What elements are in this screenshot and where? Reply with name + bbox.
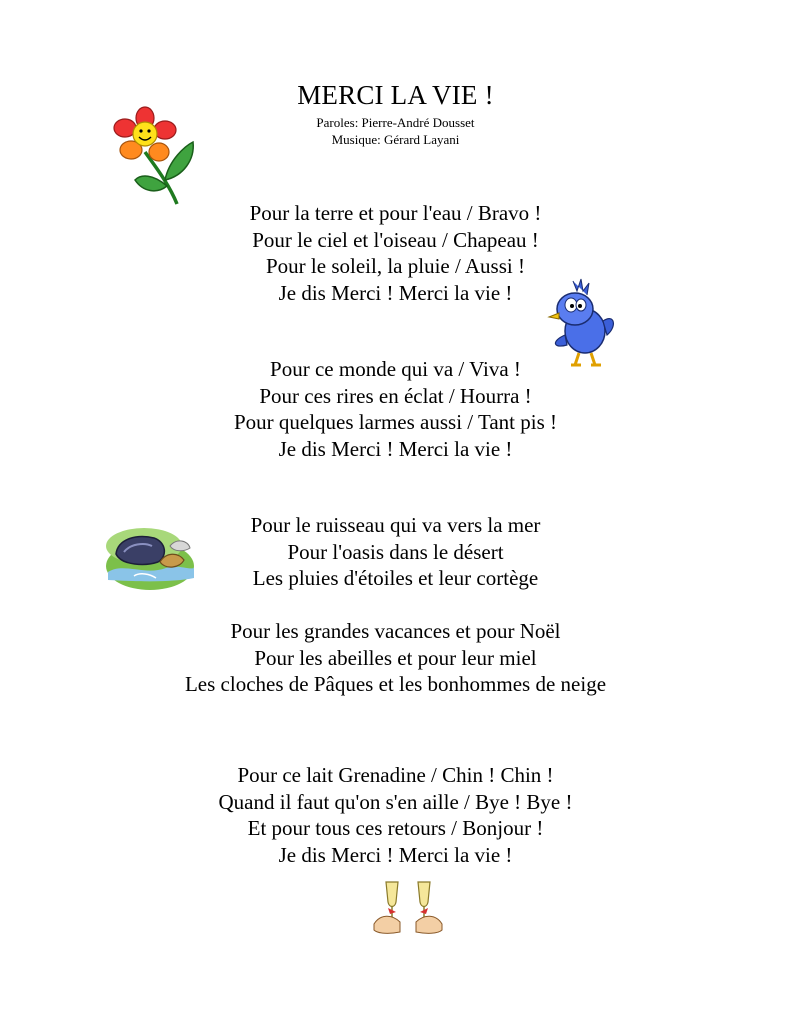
lyric-line: Et pour tous ces retours / Bonjour ! (247, 816, 544, 840)
lyrics-credit: Paroles: Pierre-André Dousset (316, 115, 475, 130)
music-credit: Musique: Gérard Layani (331, 132, 460, 147)
lyric-line: Quand il faut qu'on s'en aille / Bye ! Bye ! (218, 789, 573, 814)
lyric-line: Pour quelques larmes aussi / Tant pis ! (233, 410, 558, 434)
lyric-line: Je dis Merci ! Merci la vie ! (278, 436, 513, 461)
stanza-2 (0, 356, 791, 462)
lyric-line: Pour ce monde qui va / Viva ! (270, 357, 521, 381)
lyric-line: Pour l'oasis dans le désert (287, 539, 504, 564)
lyric-line: Je dis Merci ! Merci la vie ! (278, 280, 513, 305)
stanza-1 (0, 200, 791, 306)
stream-rocks-icon (104, 516, 194, 592)
lyric-line: Les cloches de Pâques et les bonhommes de neige (184, 672, 607, 696)
blue-bird-icon (545, 275, 617, 370)
stanza-5 (0, 762, 791, 868)
song-title: MERCI LA VIE ! (297, 80, 494, 110)
lyric-line: Les pluies d'étoiles et leur cortège (252, 566, 539, 590)
lyric-line: Pour les abeilles et pour leur miel (254, 645, 537, 670)
lyric-line: Je dis Merci ! Merci la vie ! (278, 842, 513, 867)
lyric-line: Pour le ciel et l'oiseau / Chapeau ! (252, 227, 539, 252)
lyric-line: Pour ces rires en éclat / Hourra ! (259, 383, 532, 408)
lyric-line: Pour la terre et pour l'eau / Bravo ! (249, 201, 542, 225)
lyric-line: Pour le soleil, la pluie / Aussi ! (266, 254, 525, 278)
lyric-line: Pour le ruisseau qui va vers la mer (250, 513, 541, 537)
lyric-line: Pour ce lait Grenadine / Chin ! Chin ! (237, 763, 554, 787)
stanza-4 (0, 618, 791, 698)
lyric-line: Pour les grandes vacances et pour Noël (230, 619, 561, 643)
champagne-toast-icon (370, 880, 446, 936)
smiling-flower-icon (107, 104, 197, 208)
